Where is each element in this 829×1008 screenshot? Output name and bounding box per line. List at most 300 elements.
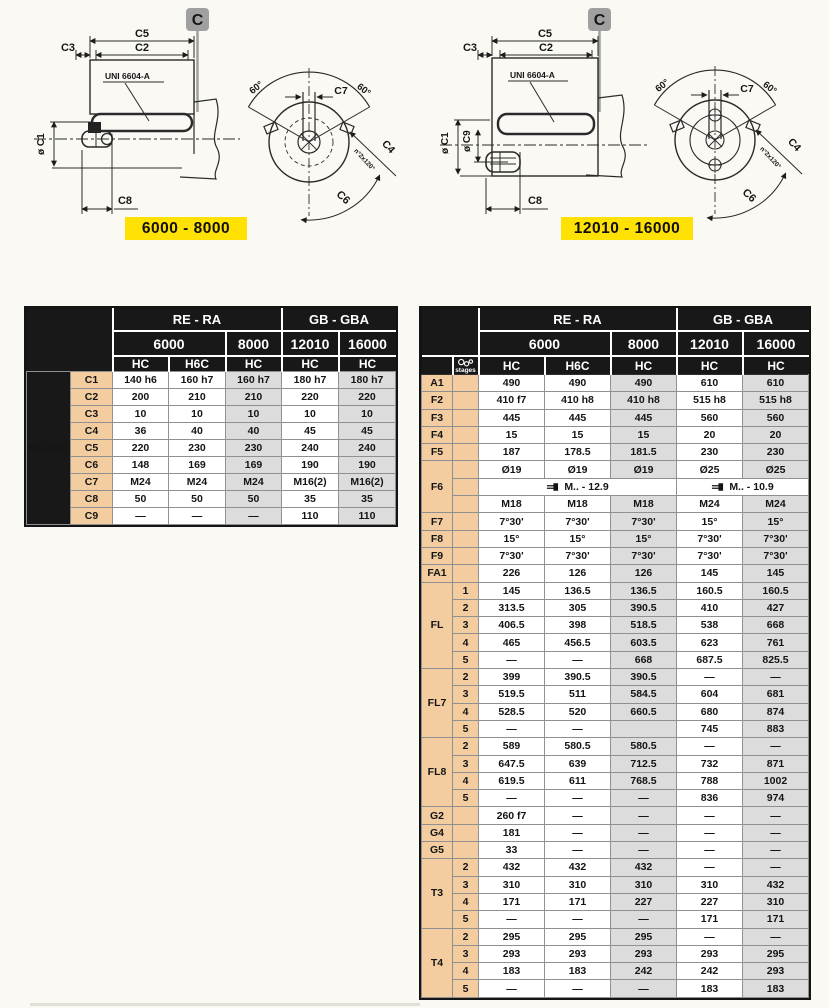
value-cell: 7°30' xyxy=(479,513,545,530)
value-cell: — xyxy=(545,911,611,928)
value-cell: — xyxy=(479,790,545,807)
value-cell: 190 xyxy=(282,457,339,474)
value-cell: 520 xyxy=(545,703,611,720)
value-cell: 210 xyxy=(169,389,226,406)
bolt-class-label: M.. - 10.9 xyxy=(729,481,774,494)
row-label: C8 xyxy=(71,491,113,508)
value-cell: — xyxy=(743,807,809,824)
value-cell: 406.5 xyxy=(479,617,545,634)
row-label: C7 xyxy=(71,474,113,491)
stage-cell xyxy=(453,392,479,409)
value-cell: 35 xyxy=(339,491,396,508)
value-cell: 148 xyxy=(113,457,169,474)
value-cell: — xyxy=(545,807,611,824)
stage-cell: 3 xyxy=(453,686,479,703)
value-cell: 410 xyxy=(677,599,743,616)
value-cell: 50 xyxy=(226,491,282,508)
value-cell: 45 xyxy=(282,423,339,440)
value-cell: — xyxy=(677,807,743,824)
value-cell: M18 xyxy=(611,496,677,513)
value-cell: — xyxy=(611,842,677,859)
value-cell: 7°30' xyxy=(611,547,677,564)
row-label: C3 xyxy=(71,406,113,423)
value-cell: — xyxy=(545,824,611,841)
value-cell: 160.5 xyxy=(743,582,809,599)
value-cell: 7°30' xyxy=(479,547,545,564)
header-variant: HC xyxy=(282,356,339,372)
row-label: C2 xyxy=(71,389,113,406)
value-cell: 15° xyxy=(677,513,743,530)
value-cell: 227 xyxy=(611,893,677,910)
value-cell: — xyxy=(611,790,677,807)
row-group-label: F7 xyxy=(422,513,453,530)
value-cell: 183 xyxy=(743,980,809,997)
dim-label-c2: C2 xyxy=(134,42,150,54)
value-cell: 145 xyxy=(677,565,743,582)
row-group-label: FA1 xyxy=(422,565,453,582)
value-cell: 178.5 xyxy=(545,444,611,461)
header-size-6000: 6000 xyxy=(479,331,611,356)
value-cell: 169 xyxy=(169,457,226,474)
header-variant: HC xyxy=(339,356,396,372)
value-cell: 7°30' xyxy=(743,530,809,547)
value-cell: 227 xyxy=(677,893,743,910)
value-cell: 190 xyxy=(339,457,396,474)
value-cell: 293 xyxy=(611,945,677,962)
value-cell: 160 h7 xyxy=(226,372,282,389)
value-cell: 230 xyxy=(226,440,282,457)
dim-label-c4: C4 xyxy=(379,137,398,156)
value-cell: 515 h8 xyxy=(677,392,743,409)
table-corner xyxy=(422,308,479,356)
header-variant: HC xyxy=(743,356,809,375)
header-variant: HC xyxy=(479,356,545,375)
row-group-label: T4 xyxy=(422,928,453,997)
value-cell: 171 xyxy=(545,893,611,910)
value-cell: — xyxy=(479,720,545,737)
value-cell: 825.5 xyxy=(743,651,809,668)
value-cell: 619.5 xyxy=(479,772,545,789)
stage-cell: 5 xyxy=(453,651,479,668)
value-cell: M24 xyxy=(226,474,282,491)
header-variant: HC xyxy=(113,356,169,372)
value-cell: 295 xyxy=(479,928,545,945)
stage-cell xyxy=(453,807,479,824)
value-cell: 230 xyxy=(677,444,743,461)
value-cell: — xyxy=(226,508,282,525)
dim-label-c7: C7 xyxy=(334,85,348,97)
value-cell: 7°30' xyxy=(545,547,611,564)
stage-cell xyxy=(453,824,479,841)
section-badge-letter: C xyxy=(593,12,606,29)
size-range-caption-right: 12010 - 16000 xyxy=(561,217,693,240)
value-cell: 15 xyxy=(479,426,545,443)
value-cell: 15° xyxy=(743,513,809,530)
stage-cell: 5 xyxy=(453,720,479,737)
value-cell: 220 xyxy=(339,389,396,406)
value-cell: 399 xyxy=(479,669,545,686)
bolt-pattern-note: n°2x120° xyxy=(352,147,376,173)
value-cell: 589 xyxy=(479,738,545,755)
value-cell: 145 xyxy=(479,582,545,599)
value-cell: 871 xyxy=(743,755,809,772)
stage-cell xyxy=(453,547,479,564)
value-cell: 538 xyxy=(677,617,743,634)
value-cell: 761 xyxy=(743,634,809,651)
value-cell: M24 xyxy=(677,496,743,513)
row-group-label: F3 xyxy=(422,409,453,426)
angle-label-right: 60° xyxy=(760,79,779,97)
row-label: C5 xyxy=(71,440,113,457)
value-cell: 20 xyxy=(743,426,809,443)
value-cell: 240 xyxy=(339,440,396,457)
stage-cell: 4 xyxy=(453,963,479,980)
value-cell: 310 xyxy=(479,876,545,893)
value-cell: 220 xyxy=(113,440,169,457)
value-cell: 15 xyxy=(611,426,677,443)
value-cell: 7°30' xyxy=(743,547,809,564)
value-cell: 712.5 xyxy=(611,755,677,772)
value-cell: 242 xyxy=(677,963,743,980)
dim-label-c6: C6 xyxy=(739,186,759,205)
right-dimensions-table xyxy=(421,308,809,998)
value-cell: 745 xyxy=(677,720,743,737)
header-size-8000: 8000 xyxy=(226,331,282,356)
value-cell: 445 xyxy=(611,409,677,426)
value-cell: 126 xyxy=(611,565,677,582)
header-variant: HC xyxy=(611,356,677,375)
value-cell: 610 xyxy=(743,375,809,392)
dim-label-c7: C7 xyxy=(740,83,754,95)
value-cell: 390.5 xyxy=(611,599,677,616)
value-cell: 35 xyxy=(282,491,339,508)
value-cell: Ø19 xyxy=(545,461,611,478)
dim-label-c2: C2 xyxy=(538,42,554,54)
stage-cell: 5 xyxy=(453,790,479,807)
row-label: C4 xyxy=(71,423,113,440)
value-cell: Ø25 xyxy=(743,461,809,478)
value-cell: 169 xyxy=(226,457,282,474)
header-size-6000: 6000 xyxy=(113,331,226,356)
header-size-16000: 16000 xyxy=(743,331,809,356)
row-group-label: G2 xyxy=(422,807,453,824)
value-cell: 15° xyxy=(479,530,545,547)
value-cell: M16(2) xyxy=(339,474,396,491)
value-cell: 313.5 xyxy=(479,599,545,616)
value-cell: — xyxy=(611,911,677,928)
stage-cell xyxy=(453,513,479,530)
value-cell: 1002 xyxy=(743,772,809,789)
stage-cell xyxy=(453,461,479,478)
value-cell: 639 xyxy=(545,755,611,772)
row-group-label: F8 xyxy=(422,530,453,547)
value-cell: 36 xyxy=(113,423,169,440)
header-gb-gba: GB - GBA xyxy=(282,308,396,331)
cropped-next-table-edge xyxy=(30,1003,420,1006)
value-cell: 10 xyxy=(226,406,282,423)
value-cell: 33 xyxy=(479,842,545,859)
value-cell: Ø25 xyxy=(677,461,743,478)
value-cell: — xyxy=(743,824,809,841)
value-cell: — xyxy=(743,842,809,859)
value-cell: 660.5 xyxy=(611,703,677,720)
bolt-class-label: M.. - 12.9 xyxy=(564,481,609,494)
value-cell: 260 f7 xyxy=(479,807,545,824)
value-cell: 836 xyxy=(677,790,743,807)
value-cell: — xyxy=(545,651,611,668)
stage-cell: 2 xyxy=(453,669,479,686)
value-cell: 310 xyxy=(743,893,809,910)
dim-label-c1: ø C1 xyxy=(440,132,451,154)
stages-header xyxy=(453,356,479,375)
value-cell: 15° xyxy=(611,530,677,547)
stage-cell: 5 xyxy=(453,911,479,928)
angle-label-left: 60° xyxy=(653,77,672,95)
value-cell: 7°30' xyxy=(677,530,743,547)
angle-label-right: 60° xyxy=(354,81,373,99)
value-cell: 293 xyxy=(677,945,743,962)
value-cell: 226 xyxy=(479,565,545,582)
stage-cell: 1 xyxy=(453,582,479,599)
value-cell: 240 xyxy=(282,440,339,457)
bolt-class-cell xyxy=(479,478,677,495)
value-cell: Ø19 xyxy=(611,461,677,478)
value-cell: 560 xyxy=(677,409,743,426)
value-cell: 230 xyxy=(169,440,226,457)
value-cell: 515 h8 xyxy=(743,392,809,409)
value-cell: 171 xyxy=(479,893,545,910)
value-cell: 310 xyxy=(545,876,611,893)
section-badge-letter: C xyxy=(191,12,204,29)
value-cell: — xyxy=(545,720,611,737)
value-cell: 10 xyxy=(169,406,226,423)
dim-label-c8: C8 xyxy=(117,195,133,207)
keyway-standard-label: UNI 6604-A xyxy=(105,71,150,81)
value-cell: 136.5 xyxy=(545,582,611,599)
value-cell: — xyxy=(169,508,226,525)
value-cell: 50 xyxy=(169,491,226,508)
value-cell: 604 xyxy=(677,686,743,703)
value-cell: 398 xyxy=(545,617,611,634)
stage-cell xyxy=(453,444,479,461)
value-cell: 584.5 xyxy=(611,686,677,703)
value-cell: 432 xyxy=(743,876,809,893)
dim-label-c3: C3 xyxy=(60,42,76,54)
value-cell: 603.5 xyxy=(611,634,677,651)
stage-cell xyxy=(453,375,479,392)
stage-cell: 2 xyxy=(453,928,479,945)
value-cell: 295 xyxy=(743,945,809,962)
stage-cell xyxy=(453,842,479,859)
value-cell: 7°30' xyxy=(545,513,611,530)
left-dimensions-table xyxy=(26,308,396,525)
value-cell: 10 xyxy=(113,406,169,423)
value-cell: 160 h7 xyxy=(169,372,226,389)
value-cell: 511 xyxy=(545,686,611,703)
stage-cell: 4 xyxy=(453,893,479,910)
value-cell: 310 xyxy=(677,876,743,893)
value-cell: 171 xyxy=(677,911,743,928)
row-group-label: FL7 xyxy=(422,669,453,738)
value-cell: 519.5 xyxy=(479,686,545,703)
value-cell: M18 xyxy=(545,496,611,513)
header-variant: H6C xyxy=(169,356,226,372)
value-cell: 610 xyxy=(677,375,743,392)
value-cell: Ø19 xyxy=(479,461,545,478)
value-cell: — xyxy=(743,928,809,945)
header-gb-gba: GB - GBA xyxy=(677,308,809,331)
size-range-caption-left: 6000 - 8000 xyxy=(125,217,247,240)
dim-label-c3: C3 xyxy=(462,42,478,54)
row-group-label: T3 xyxy=(422,859,453,928)
value-cell: — xyxy=(611,980,677,997)
bolt-class-cell xyxy=(677,478,809,495)
stage-cell: 3 xyxy=(453,945,479,962)
value-cell: 295 xyxy=(545,928,611,945)
value-cell: 732 xyxy=(677,755,743,772)
row-group-label: F5 xyxy=(422,444,453,461)
group-label-hc-h6c: HC H6C xyxy=(27,372,71,525)
value-cell: 465 xyxy=(479,634,545,651)
stage-cell xyxy=(453,478,479,495)
value-cell: — xyxy=(479,911,545,928)
dim-label-c6: C6 xyxy=(333,188,353,207)
row-group-label: FL xyxy=(422,582,453,668)
header-size-8000: 8000 xyxy=(611,331,677,356)
value-cell: 10 xyxy=(282,406,339,423)
stage-cell xyxy=(453,426,479,443)
stage-cell xyxy=(453,496,479,513)
value-cell: — xyxy=(743,859,809,876)
value-cell: 295 xyxy=(611,928,677,945)
value-cell: 293 xyxy=(743,963,809,980)
right-dimensions-table-wrap xyxy=(419,306,811,1000)
value-cell: 220 xyxy=(282,389,339,406)
value-cell: 432 xyxy=(611,859,677,876)
value-cell: 974 xyxy=(743,790,809,807)
value-cell: 183 xyxy=(479,963,545,980)
header-re-ra: RE - RA xyxy=(113,308,282,331)
value-cell: 668 xyxy=(743,617,809,634)
value-cell: 490 xyxy=(611,375,677,392)
value-cell: 50 xyxy=(113,491,169,508)
corner-fill xyxy=(422,356,453,375)
stage-cell xyxy=(453,530,479,547)
value-cell: 623 xyxy=(677,634,743,651)
row-group-label: F9 xyxy=(422,547,453,564)
value-cell: 160.5 xyxy=(677,582,743,599)
row-label: C6 xyxy=(71,457,113,474)
value-cell: 180 h7 xyxy=(339,372,396,389)
row-label: C1 xyxy=(71,372,113,389)
value-cell: 200 xyxy=(113,389,169,406)
bolt-icon xyxy=(711,482,724,492)
value-cell: 432 xyxy=(479,859,545,876)
stage-cell: 2 xyxy=(453,859,479,876)
value-cell: 7°30' xyxy=(677,547,743,564)
header-re-ra: RE - RA xyxy=(479,308,677,331)
value-cell: 681 xyxy=(743,686,809,703)
value-cell: M24 xyxy=(113,474,169,491)
value-cell: 293 xyxy=(479,945,545,962)
row-group-label: F6 xyxy=(422,461,453,513)
value-cell: M24 xyxy=(743,496,809,513)
value-cell: 390.5 xyxy=(545,669,611,686)
stage-cell: 3 xyxy=(453,617,479,634)
value-cell: — xyxy=(677,669,743,686)
value-cell: 40 xyxy=(226,423,282,440)
header-size-16000: 16000 xyxy=(339,331,396,356)
value-cell: 580.5 xyxy=(545,738,611,755)
value-cell: 560 xyxy=(743,409,809,426)
stage-cell: 4 xyxy=(453,772,479,789)
value-cell: 456.5 xyxy=(545,634,611,651)
value-cell: 15° xyxy=(545,530,611,547)
value-cell: — xyxy=(611,824,677,841)
header-variant: HC xyxy=(226,356,282,372)
value-cell: 45 xyxy=(339,423,396,440)
value-cell: 668 xyxy=(611,651,677,668)
value-cell: 7°30' xyxy=(611,513,677,530)
stages-header-label: stages xyxy=(455,367,476,374)
value-cell: 410 h8 xyxy=(611,392,677,409)
value-cell: 210 xyxy=(226,389,282,406)
value-cell: 183 xyxy=(545,963,611,980)
value-cell: 680 xyxy=(677,703,743,720)
value-cell: 140 h6 xyxy=(113,372,169,389)
value-cell: 293 xyxy=(545,945,611,962)
value-cell: 126 xyxy=(545,565,611,582)
value-cell: — xyxy=(545,842,611,859)
value-cell: 518.5 xyxy=(611,617,677,634)
value-cell: 15 xyxy=(545,426,611,443)
value-cell: — xyxy=(677,738,743,755)
bolt-icon xyxy=(546,482,559,492)
value-cell: 183 xyxy=(677,980,743,997)
value-cell: 410 f7 xyxy=(479,392,545,409)
dim-label-c9: ø C9 xyxy=(462,130,473,152)
dim-label-c4: C4 xyxy=(785,135,804,154)
value-cell: 490 xyxy=(479,375,545,392)
dim-label-c8: C8 xyxy=(527,195,543,207)
left-dimensions-table-wrap xyxy=(24,306,398,527)
value-cell: 180 h7 xyxy=(282,372,339,389)
value-cell: — xyxy=(677,842,743,859)
row-group-label: A1 xyxy=(422,375,453,392)
value-cell: M18 xyxy=(479,496,545,513)
value-cell: 874 xyxy=(743,703,809,720)
value-cell: 230 xyxy=(743,444,809,461)
value-cell: 110 xyxy=(282,508,339,525)
value-cell: 136.5 xyxy=(611,582,677,599)
value-cell: 647.5 xyxy=(479,755,545,772)
dim-label-c5: C5 xyxy=(134,28,150,40)
value-cell: — xyxy=(545,980,611,997)
value-cell: 445 xyxy=(545,409,611,426)
row-group-label: F4 xyxy=(422,426,453,443)
row-group-label: G5 xyxy=(422,842,453,859)
table-corner xyxy=(27,308,113,372)
value-cell xyxy=(611,720,677,737)
value-cell: 181.5 xyxy=(611,444,677,461)
row-group-label: G4 xyxy=(422,824,453,841)
value-cell: — xyxy=(677,824,743,841)
value-cell: 110 xyxy=(339,508,396,525)
value-cell: — xyxy=(113,508,169,525)
value-cell: 427 xyxy=(743,599,809,616)
row-label: C9 xyxy=(71,508,113,525)
dim-label-c1: ø C1 xyxy=(36,133,47,155)
